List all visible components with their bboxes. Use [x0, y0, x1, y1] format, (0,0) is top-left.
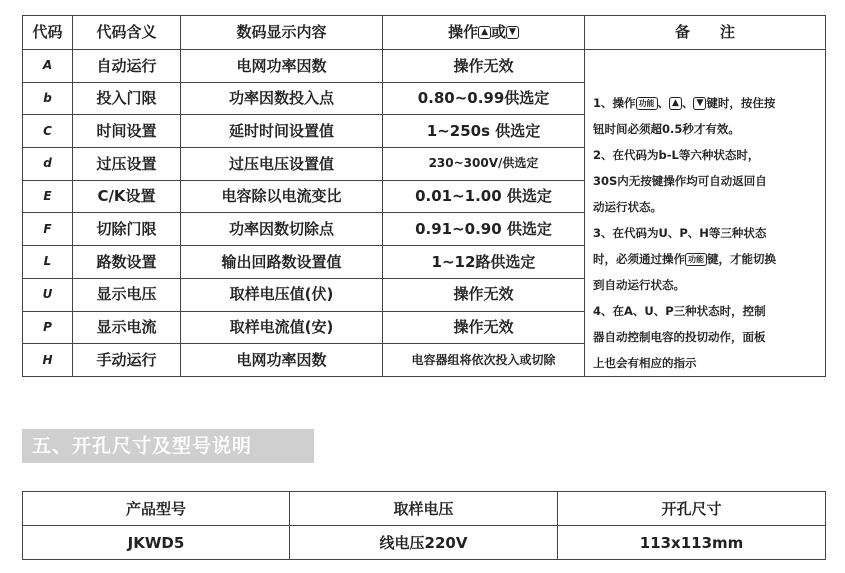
- display-cell: 延时时间设置值: [181, 115, 383, 148]
- function-key-icon: 功能: [685, 253, 707, 266]
- notes-cell: [585, 50, 826, 377]
- note-text: 键，才能切换: [707, 252, 776, 266]
- meaning-cell: 投入门限: [73, 82, 181, 115]
- code-cell: b: [23, 82, 73, 115]
- operation-cell: 1~250s 供选定: [383, 115, 585, 148]
- display-cell: 取样电压值(伏): [181, 278, 383, 311]
- up-key-icon: ▲: [478, 26, 491, 39]
- up-key-icon: ▲: [669, 97, 682, 110]
- meaning-cell: 显示电流: [73, 311, 181, 344]
- operation-cell: 操作无效: [383, 50, 585, 83]
- code-cell: L: [23, 246, 73, 279]
- display-cell: 功率因数投入点: [181, 82, 383, 115]
- operation-table-header: [23, 16, 826, 50]
- table-row: [23, 526, 826, 560]
- code-cell: F: [23, 213, 73, 246]
- note-text: 、: [657, 96, 670, 110]
- meaning-cell: 切除门限: [73, 213, 181, 246]
- operation-cell: 电容器组将依次投入或切除: [383, 344, 585, 377]
- model-cell: JKWD5: [23, 526, 290, 560]
- note-2-line-1: 2、在代码为b-L等六种状态时，: [593, 148, 760, 162]
- note-1-line-2: 钮时间必须超0.5秒才有效。: [593, 122, 740, 136]
- meaning-cell: 路数设置: [73, 246, 181, 279]
- header-operation: [383, 16, 585, 50]
- meaning-cell: 手动运行: [73, 344, 181, 377]
- operation-cell: 操作无效: [383, 311, 585, 344]
- operation-cell: 0.80~0.99供选定: [383, 82, 585, 115]
- operation-table: [22, 15, 826, 377]
- note-1-line-1: [593, 90, 817, 116]
- operation-cell: 0.01~1.00 供选定: [383, 180, 585, 213]
- operation-cell: 230~300V/供选定: [383, 148, 585, 181]
- header-sampling-voltage: 取样电压: [290, 492, 558, 526]
- note-text: 键时，按住按: [706, 96, 776, 110]
- display-cell: 过压电压设置值: [181, 148, 383, 181]
- meaning-cell: 过压设置: [73, 148, 181, 181]
- header-operation-label: 操作: [448, 23, 479, 42]
- note-text: 时，必须通过操作: [593, 252, 685, 266]
- header-meaning: 代码含义: [73, 16, 181, 50]
- header-model: 产品型号: [23, 492, 290, 526]
- display-cell: 电容除以电流变比: [181, 180, 383, 213]
- operation-cell: 操作无效: [383, 278, 585, 311]
- meaning-cell: 显示电压: [73, 278, 181, 311]
- meaning-cell: 自动运行: [73, 50, 181, 83]
- display-cell: 电网功率因数: [181, 50, 383, 83]
- note-3-line-3: 到自动运行状态。: [593, 278, 685, 292]
- header-cutout-size: 开孔尺寸: [558, 492, 826, 526]
- display-cell: 功率因数切除点: [181, 213, 383, 246]
- code-cell: d: [23, 148, 73, 181]
- display-cell: 电网功率因数: [181, 344, 383, 377]
- note-2-line-3: 动运行状态。: [593, 200, 662, 214]
- down-key-icon: ▼: [693, 97, 706, 110]
- operation-cell: 0.91~0.90 供选定: [383, 213, 585, 246]
- note-text: 1、操作: [593, 96, 636, 110]
- down-key-icon: ▼: [506, 26, 519, 39]
- header-or-label: 或: [491, 23, 507, 42]
- note-2-line-2: 30S内无按键操作均可自动返回自: [593, 174, 767, 188]
- model-table: [22, 491, 826, 560]
- cutout-cell: 113x113mm: [558, 526, 826, 560]
- meaning-cell: 时间设置: [73, 115, 181, 148]
- note-3-line-1: 3、在代码为U、P、H等三种状态: [593, 226, 767, 240]
- display-cell: 输出回路数设置值: [181, 246, 383, 279]
- header-code: 代码: [23, 16, 73, 50]
- meaning-cell: C/K设置: [73, 180, 181, 213]
- section-title: 五、开孔尺寸及型号说明: [22, 429, 314, 463]
- note-4-line-1: 4、在A、U、P三种状态时，控制: [593, 304, 766, 318]
- code-cell: H: [23, 344, 73, 377]
- code-cell: C: [23, 115, 73, 148]
- function-key-icon: 功能: [636, 97, 658, 110]
- display-cell: 取样电流值(安): [181, 311, 383, 344]
- model-table-header: [23, 492, 826, 526]
- note-text: 、: [681, 96, 694, 110]
- note-4-line-2: 器自动控制电容的投切动作，面板: [593, 330, 766, 344]
- note-3-line-2: [593, 246, 817, 272]
- header-display: 数码显示内容: [181, 16, 383, 50]
- voltage-cell: 线电压220V: [290, 526, 558, 560]
- code-cell: A: [23, 50, 73, 83]
- code-cell: U: [23, 278, 73, 311]
- header-notes: 备 注: [585, 16, 826, 50]
- operation-cell: 1~12路供选定: [383, 246, 585, 279]
- note-4-line-3: 上也会有相应的指示: [593, 356, 697, 370]
- code-cell: E: [23, 180, 73, 213]
- code-cell: P: [23, 311, 73, 344]
- table-row: [23, 50, 826, 83]
